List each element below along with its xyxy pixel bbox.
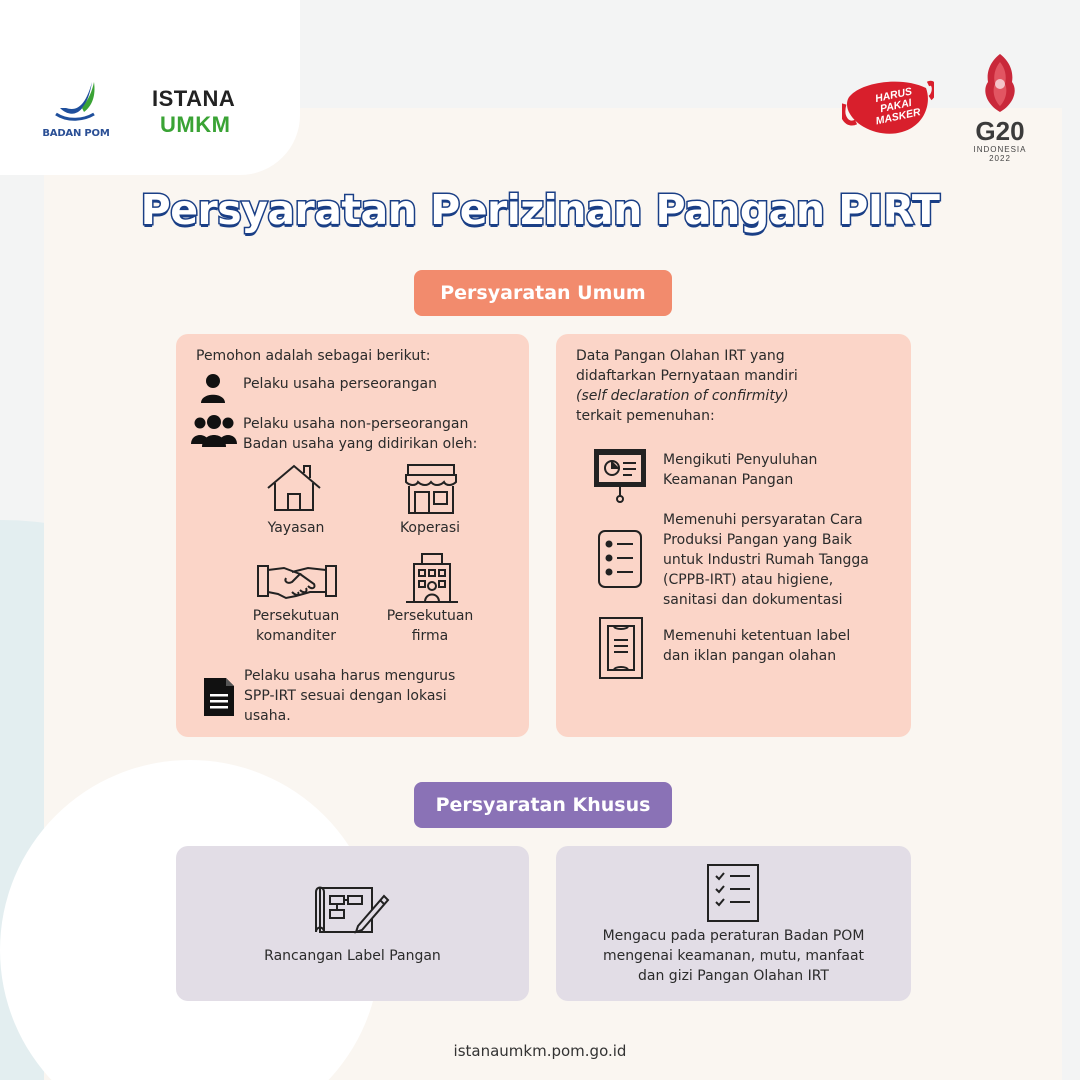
note-spp-irt: [244, 666, 455, 726]
presentation-board-icon: [592, 446, 648, 504]
badan-pom-label: BADAN POM: [42, 128, 110, 139]
peraturan-line3: dan gizi Pangan Olahan IRT: [638, 968, 829, 984]
footer-website: istanaumkm.pom.go.id: [453, 1042, 627, 1060]
req2-line5: sanitasi dan dokumentasi: [663, 592, 843, 608]
req2-line2: Produksi Pangan yang Baik: [663, 532, 853, 548]
req1-line2: Keamanan Pangan: [663, 472, 794, 488]
g20-country: INDONESIA: [973, 145, 1027, 154]
note-line2: SPP-IRT sesuai dengan lokasi: [244, 688, 447, 704]
non-perseorangan-line1: Pelaku usaha non-perseorangan: [243, 416, 469, 432]
badan-pom-icon: [36, 78, 116, 128]
persyaratan-khusus-badge: Persyaratan Khusus: [414, 782, 672, 828]
intro-line3: (self declaration of confirmity): [576, 388, 789, 404]
req-label-iklan: [663, 626, 850, 666]
req1-line1: Mengikuti Penyuluhan: [663, 452, 818, 468]
card-rancangan-label: [176, 846, 529, 1001]
intro-line2: didaftarkan Pernyataan mandiri: [576, 368, 798, 384]
g20-sub-label: [962, 145, 1038, 163]
document-icon: [202, 676, 236, 718]
g20-year: 2022: [989, 154, 1011, 163]
rancangan-label-text: Rancangan Label Pangan: [264, 948, 441, 964]
istana-label: ISTANA: [152, 86, 236, 111]
masker-label: HARUS PAKAI MASKER: [874, 85, 922, 128]
note-line3: usaha.: [244, 708, 291, 724]
non-perseorangan-line2: Badan usaha yang didirikan oleh:: [243, 436, 478, 452]
store-icon: [402, 462, 460, 516]
persyaratan-umum-badge: Persyaratan Umum: [414, 270, 672, 316]
card-pemohon: [176, 334, 529, 737]
checklist-icon: [596, 528, 644, 590]
card-data-pangan: [556, 334, 911, 737]
label-yayasan: Yayasan: [267, 520, 325, 536]
harus-pakai-masker-logo: [842, 74, 934, 140]
komanditer-line1: Persekutuan: [252, 608, 340, 624]
firma-line1: Persekutuan: [386, 608, 474, 624]
g20-logo: [962, 52, 1038, 170]
req3-line2: dan iklan pangan olahan: [663, 648, 837, 664]
pemohon-intro: Pemohon adalah sebagai berikut:: [196, 348, 431, 364]
req-penyuluhan: [663, 450, 817, 490]
intro-line1: Data Pangan Olahan IRT yang: [576, 348, 785, 364]
umkm-label: UMKM: [160, 112, 231, 137]
istana-umkm-logo: [152, 86, 235, 138]
label-certificate-icon: [598, 616, 644, 680]
item-non-perseorangan: [243, 414, 477, 454]
card-peraturan-bpom: [556, 846, 911, 1001]
req2-line1: Memenuhi persyaratan Cara: [663, 512, 863, 528]
g20-label: G20: [975, 116, 1025, 146]
person-icon: [198, 372, 228, 404]
peraturan-line1: Mengacu pada peraturan Badan POM: [602, 928, 865, 944]
data-pangan-intro: [576, 346, 798, 426]
note-line1: Pelaku usaha harus mengurus: [244, 668, 456, 684]
req2-line3: untuk Industri Rumah Tangga: [663, 552, 869, 568]
page-title: Persyaratan Perizinan Pangan PIRT: [140, 186, 940, 234]
req3-line1: Memenuhi ketentuan label: [663, 628, 851, 644]
group-icon: [190, 414, 238, 448]
peraturan-line2: mengenai keamanan, mutu, manfaat: [602, 948, 865, 964]
label-komanditer: [238, 606, 354, 646]
komanditer-line2: komanditer: [256, 628, 336, 644]
house-icon: [264, 462, 324, 514]
label-firma: [374, 606, 486, 646]
intro-line4: terkait pemenuhan:: [576, 408, 715, 424]
handshake-icon: [256, 560, 338, 602]
badan-pom-logo: [36, 78, 116, 142]
label-koperasi: Koperasi: [399, 520, 461, 536]
req-cppb-irt: [663, 510, 869, 610]
checklist-board-icon: [704, 862, 762, 924]
building-icon: [404, 548, 460, 604]
item-perseorangan: Pelaku usaha perseorangan: [243, 376, 437, 392]
blueprint-pencil-icon: [314, 882, 390, 936]
peraturan-bpom-text: [556, 926, 911, 986]
firma-line2: firma: [411, 628, 449, 644]
req2-line4: (CPPB-IRT) atau higiene,: [663, 572, 834, 588]
g20-ornament-icon: [962, 52, 1038, 116]
